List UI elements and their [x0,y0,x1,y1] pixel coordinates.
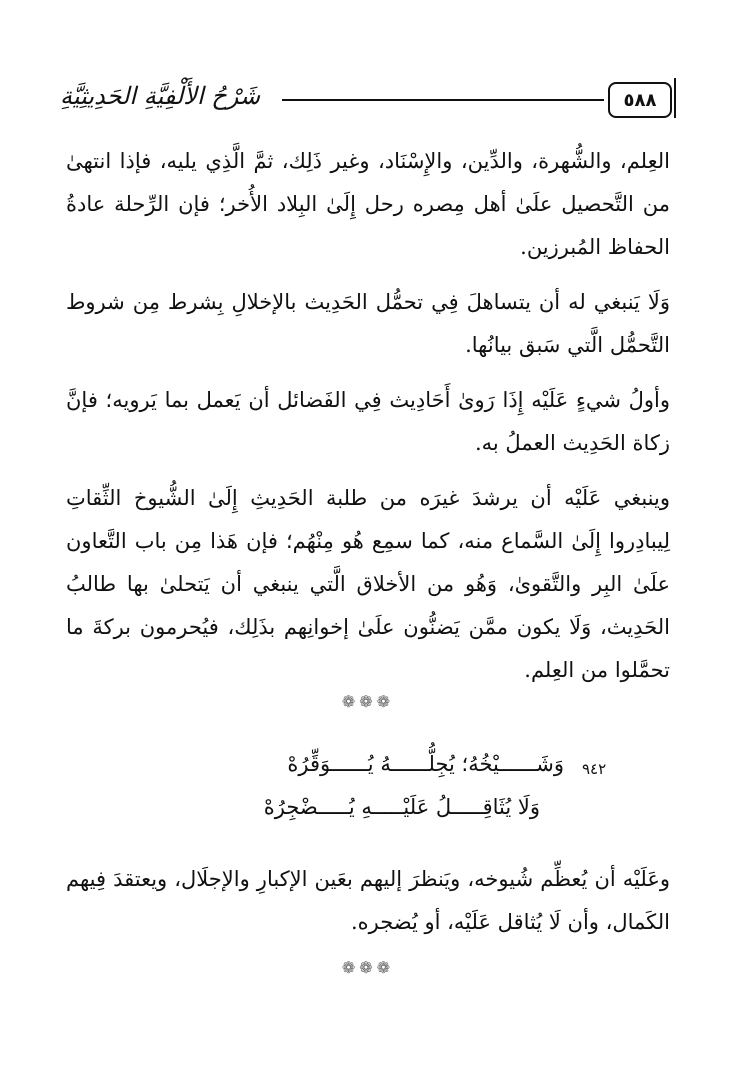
paragraph: وينبغي عَلَيْه أن يرشدَ غيرَه من طلبة الحَدِيثِ إِلَىٰ الشُّيوخ الثِّقاتِ لِيبادِروا إِلَىٰ السَّماع منه، كما سمِع هُو مِنْهُم؛ فإن هَذا مِن باب التَّعاون علَىٰ البِر والتَّقوىٰ، وَهُو من الأخلاق الَّتي ينبغي أن يَتحلىٰ بها طالبُ الحَدِيث، وَلَا يكون ممَّن يَضنُّون علَىٰ إخوانِهم بذَلِك، فيُحرمون بركةَ ما تحمَّلوا من العِلم. [66,486,670,682]
section-ornament: ❁❁❁ [341,692,395,711]
body-text [66,140,670,704]
verse-line-2: وَلَا يُثَاقِـــــلُ عَلَيْـــــهِ يُـــــضْجِرُهْ [263,795,540,819]
verse-line-1: وَشَــــــيْخُهُ؛ يُجِلُّــــــهُ يُــــــوَقِّرُهْ [287,752,564,776]
page-number: ٥٨٨ [608,82,672,118]
paragraph: العِلم، والشُّهرة، والدِّين، والإِسْنَاد، وغير ذَلِك، ثمَّ الَّذِي يليه، فإذا انتهىٰ من التَّحصيل علَىٰ أهل مِصره رحل إِلَىٰ البِلاد الأُخر؛ فإن الرِّحلة عادةُ الحفاظ المُبرزين. [66,149,670,259]
header-rule [282,99,604,101]
paragraph: وَلَا يَنبغي له أن يتساهلَ فِي تحمُّل الحَدِيث بالإخلالِ بِشرط مِن شروط التَّحمُّل الَّتي سَبق بيانُها. [66,290,670,357]
paragraph: وأولُ شيءٍ عَلَيْه إِذَا رَوىٰ أَحَادِيث فِي الفَضائل أن يَعمل بما يَرويه؛ فإنَّ زكاة الحَدِيث العملُ به. [66,388,670,455]
page-header [60,80,676,124]
paragraph: وعَلَيْه أن يُعظِّم شُيوخه، ويَنظرَ إليهم بعَين الإكبارِ والإجلَال، ويعتقدَ فِيهم الكَمال، وأن لَا يُثاقل عَلَيْه، أو يُضجره. [66,867,670,934]
explanation-text [66,858,670,956]
section-ornament: ❁❁❁ [341,958,395,977]
running-title: شَرْحُ الأَلْفِيَّةِ الحَدِيثِيَّةِ [60,82,261,110]
verse-number: ٩٤٢ [582,760,607,778]
